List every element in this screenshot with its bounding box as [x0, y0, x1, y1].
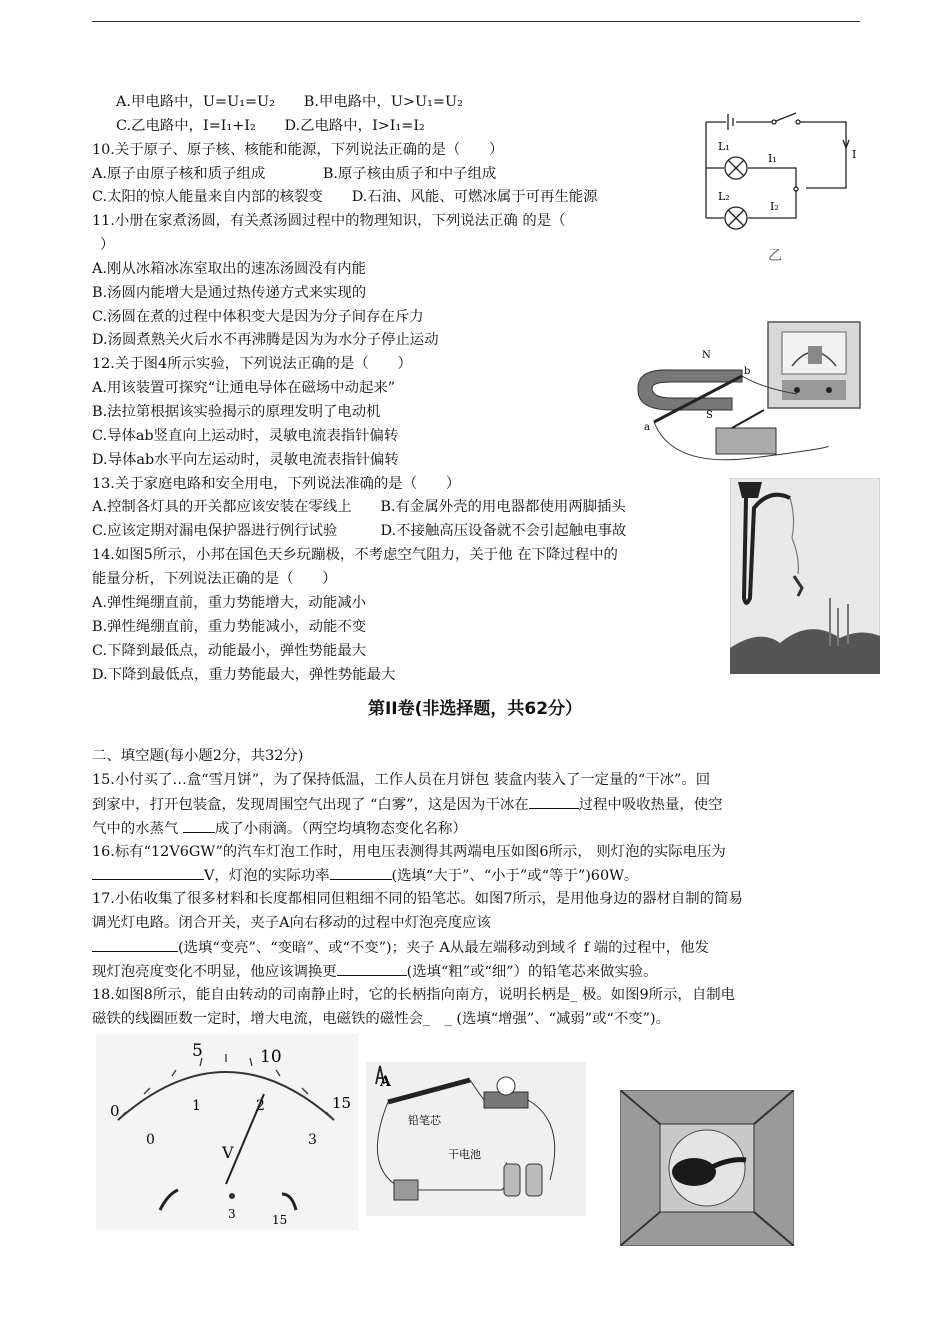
q17-line-2: 调光灯电路。闭合开关，夹子A向右移动的过程中灯泡亮度应该	[92, 915, 491, 931]
label-battery: 干电池	[448, 1148, 481, 1161]
q15-blank-1[interactable]	[529, 795, 579, 809]
label-s: S	[706, 410, 713, 421]
q11-option-b: B.汤圆内能增大是通过热传递方式来实现的	[92, 285, 367, 301]
terminal-3-icon	[229, 1193, 235, 1199]
dimmer-circuit-figure	[366, 1062, 586, 1216]
tick-top-5: 5	[192, 1041, 203, 1061]
q15-line-3	[92, 819, 467, 838]
q10-option-ab: A.原子由原子核和质子组成 B.原子核由质子和中子组成	[92, 166, 497, 182]
q14-stem-cont: 能量分析，下列说法正确的是（ ）	[92, 571, 337, 587]
switch-icon	[394, 1180, 418, 1200]
q14-option-a: A.弹性绳绷直前，重力势能增大，动能减小	[92, 595, 366, 611]
q15-line-1: 15.小付买了…盒“雪月饼”，为了保持低温，工作人员在月饼包 装盒内装入了一定量的“干冰”。回	[92, 772, 711, 788]
q12-stem: 12.关于图4所示实验，下列说法正确的是（ ）	[92, 356, 412, 372]
tick-top-0: 0	[110, 1102, 120, 1120]
q16-line-1: 16.标有“12V6GW”的汽车灯泡工作时，用电压表测得其两端电压如图6所示， 则灯泡的实际电压为	[92, 844, 726, 860]
q17-line-4	[92, 962, 658, 981]
label-a: a	[644, 422, 650, 433]
unit-v: V	[222, 1143, 234, 1162]
label-b: b	[744, 366, 751, 377]
q17-text-a: (选填“变亮”、“变暗”、或“不变”)；夹子 A从最左端移动到域彳 f 端的过程中，他发	[178, 940, 709, 956]
header-rule	[92, 21, 860, 22]
caption-yi: 乙	[768, 248, 782, 264]
q17-text-b: 现灯泡亮度变化不明显，他应该调换更	[92, 964, 337, 980]
label-i1: I₁	[768, 152, 777, 165]
label-l2: L₂	[718, 190, 730, 203]
tick-bottom-2: 2	[256, 1098, 265, 1114]
q12-option-c: C.导体ab竖直向上运动时，灵敏电流表指针偏转	[92, 428, 399, 444]
q18-line-2: 磁铁的线圈匝数一定时，增大电流，电磁铁的磁性会_ _ (选填“增强”、“减弱”或“不变”)。	[92, 1011, 671, 1027]
q13-option-cd: C.应该定期对漏电保护器进行例行试验 D.不接触高压设备就不会引起触电事故	[92, 523, 627, 539]
bungee-photo	[730, 478, 880, 674]
q11-option-d: D.汤圆煮熟关火后水不再沸腾是因为为水分子停止运动	[92, 332, 439, 348]
tick-top-15: 15	[332, 1094, 352, 1112]
q17-blank-1[interactable]	[92, 938, 178, 952]
battery-2-icon	[526, 1164, 542, 1196]
q9-option-cd: C.乙电路中，I=I₁+I₂ D.乙电路中，I>I₁=I₂	[116, 118, 425, 134]
label-i2: I₂	[770, 200, 779, 213]
tick-bottom-0: 0	[146, 1132, 155, 1148]
section-title: 第II卷(非选择题，共62分）	[367, 699, 583, 719]
voltmeter-figure	[96, 1034, 358, 1230]
section-2-heading: 二、填空题(每小题2分，共32分)	[92, 748, 304, 764]
q11-stem-cont: ）	[100, 237, 115, 253]
q15-text-d: 成了小雨滴。（两空均填物态变化名称）	[214, 821, 467, 837]
q9-option-ab: A.甲电路中，U=U₁=U₂ B.甲电路中，U>U₁=U₂	[116, 94, 463, 110]
q14-option-c: C.下降到最低点，动能最小，弹性势能最大	[92, 643, 367, 659]
q17-blank-2[interactable]	[337, 962, 407, 976]
q16-text-a: V，灯泡的实际功率	[204, 868, 330, 884]
terminal-label-15: 15	[272, 1213, 288, 1227]
q10-stem: 10.关于原子、原子核、核能和能源，下列说法正确的是（ ）	[92, 142, 504, 158]
battery-1-icon	[504, 1164, 520, 1196]
q15-text-c: 气中的水蒸气	[92, 821, 183, 837]
q11-option-c: C.汤圆在煮的过程中体积变大是因为分子间存在斥力	[92, 309, 424, 325]
label-pencil-lead: 铅笔芯	[408, 1114, 441, 1127]
q15-text-a: 到家中，打开包装盒，发现周围空气出现了 “白雾”，这是因为干冰在	[92, 797, 529, 813]
q12-option-d: D.导体ab水平向左运动时，灵敏电流表指针偏转	[92, 452, 399, 468]
tick-top-10: 10	[260, 1047, 282, 1067]
q16-text-b: (选填“大于”、“小于”或“等于”)60W。	[391, 868, 639, 884]
q11-stem: 11.小册在家煮汤圆，有关煮汤圆过程中的物理知识，下列说法正确 的是（	[92, 213, 566, 229]
tick-bottom-1: 1	[192, 1098, 201, 1114]
q18-line-1: 18.如图8所示，能自由转动的司南静止时，它的长柄指向南方，说明长柄是_ 极。如图9所示，自制电	[92, 987, 735, 1003]
q12-option-b: B.法拉第根据该实验揭示的原理发明了电动机	[92, 404, 381, 420]
label-l1: L₁	[718, 140, 730, 153]
q15-blank-2[interactable]	[183, 819, 215, 833]
circuit-diagram-yi	[696, 108, 866, 268]
q16-line-2	[92, 866, 638, 885]
q13-stem: 13.关于家庭电路和安全用电，下列说法准确的是（ ）	[92, 476, 461, 492]
q17-text-c: (选填“粗”或“细”）的铅笔芯来做实验。	[406, 964, 658, 980]
q14-option-b: B.弹性绳绷直前，重力势能减小，动能不变	[92, 619, 367, 635]
q16-blank-1[interactable]	[92, 866, 204, 880]
switch-icon	[716, 428, 776, 454]
q11-option-a: A.刚从冰箱冰冻室取出的速冻汤圆没有内能	[92, 261, 366, 277]
q16-blank-2[interactable]	[330, 866, 392, 880]
label-i: I	[852, 148, 857, 161]
terminal-label-3: 3	[228, 1207, 236, 1221]
q15-text-b: 过程中吸收热量，使空	[578, 797, 723, 813]
q14-option-d: D.下降到最低点，重力势能最大，弹性势能最大	[92, 667, 396, 683]
q12-option-a: A.用该装置可探究“让通电导体在磁场中动起来”	[92, 380, 396, 396]
label-n: N	[702, 350, 711, 361]
bulb-icon	[497, 1077, 515, 1095]
sinan-compass-figure	[620, 1090, 794, 1246]
q15-line-2	[92, 795, 723, 814]
label-clip-a: A	[380, 1074, 391, 1090]
q14-stem: 14.如图5所示，小邦在国色天乡玩蹦极，不考虑空气阻力，关于他 在下降过程中的	[92, 547, 618, 563]
spoon-bowl-icon	[672, 1158, 716, 1186]
q13-option-ab: A.控制各灯具的开关都应该安装在零线上 B.有金属外壳的用电器都使用两脚插头	[92, 499, 626, 515]
q17-line-1: 17.小佑收集了很多材料和长度都相同但粗细不同的铅笔芯。如图7所示，是用他身边的器材自制的简易	[92, 891, 743, 907]
electromagnetic-induction-figure	[632, 318, 864, 466]
tick-bottom-3: 3	[308, 1132, 317, 1148]
q17-line-3	[92, 938, 709, 957]
q10-option-cd: C.太阳的惊人能量来自内部的核裂变 D.石油、风能、可燃冰属于可再生能源	[92, 189, 598, 205]
